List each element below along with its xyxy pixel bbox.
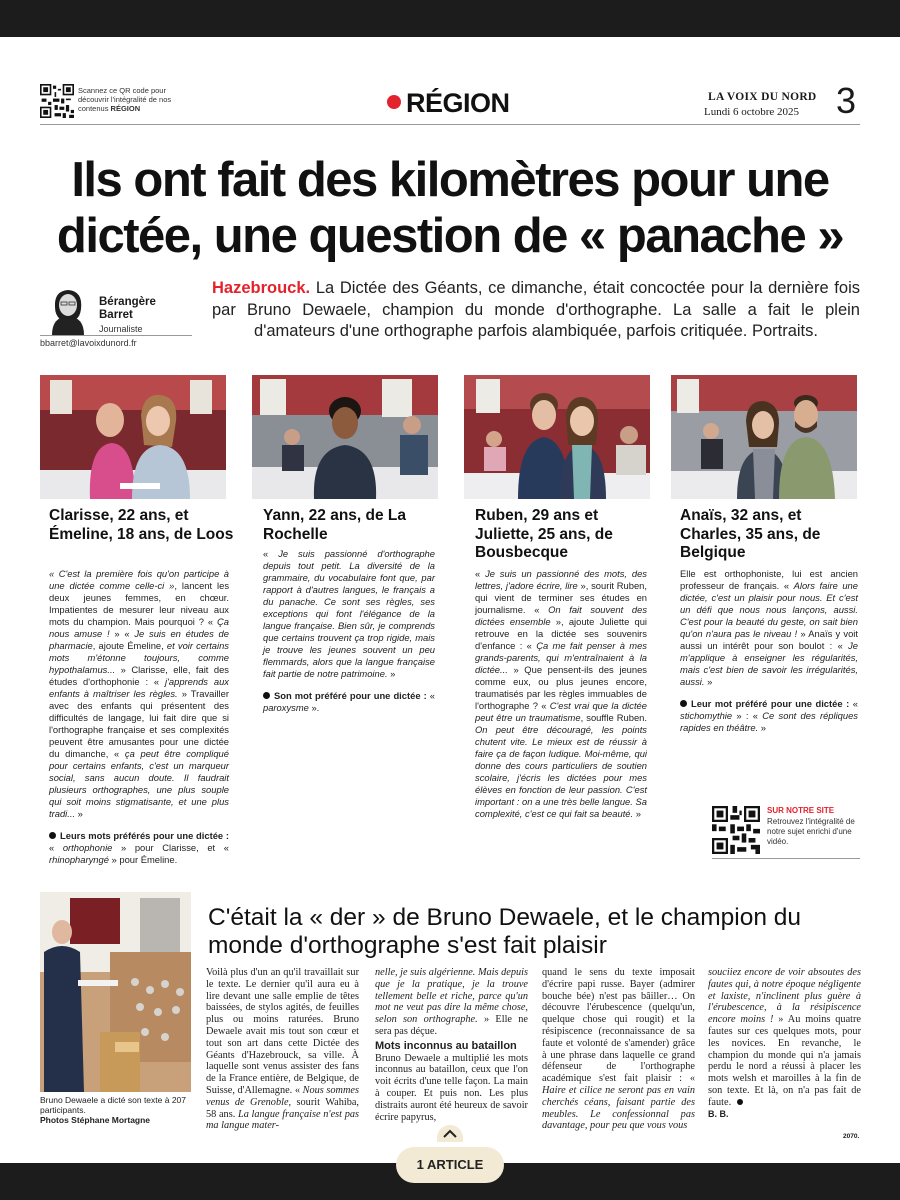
- section-dot-icon: [387, 95, 401, 109]
- author-last-name: Barret: [99, 309, 133, 321]
- headline: Ils ont fait des kilomètres pour une dictée, une question de « panache »: [56, 153, 844, 263]
- italic-quote: ça peut être compliqué pour certains enfants, c'est un marqueur social, sans aucun doute. Il faudrait plusieurs orthographes, une plus souple qui soit moins stigmatisante, et une plus tradi...: [49, 748, 229, 819]
- article2-column-2: [375, 967, 528, 1123]
- article-count-button[interactable]: 1 ARTICLE: [396, 1147, 504, 1183]
- italic-quote: souciiez encore de voir absoutes des fautes qui, à notre époque négligente et laxiste, n'inclinent plus guère à l'érubescence, à la résipiscence encore moins !: [708, 967, 861, 1026]
- author-first-name: Bérangère: [99, 296, 156, 308]
- author-name: [99, 296, 156, 322]
- portrait-text-4: [680, 568, 858, 734]
- text-run: , ajoute Émeline,: [92, 640, 167, 651]
- text-run: », sourit Ruben, qui vient de terminer ses études en journalisme. «: [475, 580, 647, 615]
- italic-quote: orthophonie: [62, 842, 113, 853]
- text-run: «: [263, 548, 279, 559]
- text-run: , sourit Wahiba, 58 ans.: [206, 1096, 359, 1120]
- section-label: RÉGION: [406, 88, 510, 118]
- text-run: »: [633, 808, 641, 819]
- portrait-photo-1[interactable]: [40, 375, 226, 499]
- italic-quote: Alors faire une dictée, c'est un plaisir pour nous. Et c'est un défi que nous nous lançons, aussi. C'est pour la beauté du geste, on sait bien qu'on n'aura pas le niveau !: [680, 580, 858, 639]
- italic-quote: Ça nous amuse !: [49, 616, 229, 639]
- text-run: » pour Clarisse, et «: [112, 842, 229, 853]
- article2-signature: B. B.: [708, 1108, 729, 1119]
- portrait-photo-4[interactable]: [671, 375, 857, 499]
- italic-quote: nelle, je suis algérienne. Mais depuis que je la pratique, je la trouve tellement belle et riche, parce qu'un mot ne veut pas dire la même chose, selon son orthographe.: [375, 967, 528, 1026]
- text-run: » Au moins quatre fautes sur ces quelques mots, pour les novices. En revanche, le champion du monde qui n'a jamais perdu le nord a réussi à placer les mots welsh et maroilles à la fin de son texte. Et là, on n'a pas fait de faute.: [708, 1014, 861, 1108]
- site-promo-divider: [712, 858, 860, 859]
- portrait-photo-3[interactable]: [464, 375, 650, 499]
- article2-subhead: Mots inconnus au bataillon: [375, 1039, 517, 1052]
- portrait-photo-2[interactable]: [252, 375, 438, 499]
- portrait-text-1: [49, 568, 229, 866]
- text-run: » Anaïs y voit aussi un intérêt pour son boulot : «: [680, 628, 858, 651]
- caption-text: Bruno Dewaele a dicté son texte à 207 participants.: [40, 1095, 187, 1115]
- author-email[interactable]: bbarret@lavoixdunord.fr: [40, 338, 137, 348]
- text-run: quand le sens du texte imposait d'écrire papi russe. Bayer (admirer bouche bée) n'est pas bâiller… On découvre l'érubescence (quelqu'un, quelque chose qui rougit) et la résipiscence (reconnaissance de sa faute et volonté de s'amender) grâce à une phrase dans laquelle ce grand défenseur de l'orthographe académique s'est fait plaisir : «: [542, 967, 695, 1085]
- qr-caption-strong: RÉGION: [110, 104, 141, 113]
- portrait-body-4: [680, 568, 858, 688]
- text-run: » Travailler avec des enfants qui présentent des difficultés de langage, lui fait dire que si l'orthographe française et ses complexités peuvent être amusantes pour une dictée du dimanche, «: [49, 688, 229, 759]
- favorite-label-4: Leur mot préféré pour une dictée :: [691, 698, 850, 709]
- italic-quote: Je suis en études de pharmacie: [49, 628, 229, 651]
- italic-quote: On fait souvent des dictées ensemble: [475, 604, 648, 627]
- favorite-label-1: Leurs mots préférés pour une dictée :: [60, 830, 229, 841]
- qr-caption-text: Scannez ce QR code pour découvrir l'intégralité de nos contenus: [78, 86, 172, 113]
- intro-text: La Dictée des Géants, ce dimanche, était concoctée pour la dernière fois par Bruno Dewaele, champion du monde d'orthographe. La salle a fait le plein d'amateurs d'une orthographe parfois alambiquée, parfois critiquée. Portraits.: [212, 279, 860, 340]
- text-run: » : «: [732, 710, 763, 721]
- text-run: » Elle ne sera pas déçue.: [375, 1014, 529, 1037]
- text-run: Voilà plus d'un an qu'il travaillait sur le texte. Le dernier qu'il aura eu à lire devant une salle emplie de têtes baissées, de stylos agités, de feuilles plus ou moins raturées. Bruno Dewaele avait mis tout son cœur et tout son art dans cette Dictée des Géants d'Hazebrouck, sa ville. À laquelle sont venus assister des fans de la France entière, de Belgique, de Suisse, d'Allemagne. «: [206, 967, 359, 1096]
- italic-quote: Je suis passionné d'orthographe depuis tout petit. La diversité de la grammaire, du vocabulaire font que, par rapport à d'autres langues, le français a du panache. Ce sont ses règles, ses exceptions qui font l'élégance de la langue française. Bien sûr, je comprends que certains trouvent ça trop rigide, mais je trouve les jeunes souvent un peu flemmards, alors que la langue française fait partie de notre patrimoine.: [263, 548, 435, 679]
- portrait-body-1: [49, 568, 229, 820]
- top-bar: [0, 0, 900, 37]
- italic-quote: Je suis un passionné des mots, des lettres, j'adore écrire, lire: [475, 568, 647, 591]
- site-qr-code[interactable]: [712, 806, 760, 854]
- page-number: 3: [836, 80, 857, 121]
- text-run: «: [426, 690, 435, 701]
- text-run: »: [387, 668, 396, 679]
- bullet-icon: [263, 692, 270, 699]
- italic-quote: Ça me fait penser à mes grands-parents, qui m'entraînaient à la dictée...: [475, 640, 647, 675]
- article2-photo[interactable]: [40, 892, 191, 1092]
- portrait-favorite-1: [49, 830, 229, 866]
- text-run: »: [75, 808, 83, 819]
- article2-column-4: [708, 967, 861, 1120]
- article2-column-1: [206, 967, 359, 1132]
- portrait-favorite-2: [263, 690, 435, 714]
- favorite-label-2: Son mot préféré pour une dictée :: [274, 690, 427, 701]
- article2-caption: [40, 1095, 200, 1125]
- text-run: » pour Émeline.: [108, 854, 178, 865]
- portrait-body-3: [475, 568, 647, 820]
- issue-date: Lundi 6 octobre 2025: [704, 106, 800, 118]
- italic-quote: et voir certains mots m'étonne toujours, comme hypothalamus...: [49, 640, 229, 675]
- italic-quote: « C'est la première fois qu'on participe à une dictée comme celle-ci »: [49, 568, 229, 591]
- site-promo-title[interactable]: SUR NOTRE SITE: [767, 806, 835, 815]
- column-4-text: [708, 967, 861, 1108]
- portrait-favorite-4: [680, 698, 858, 734]
- text-run: » Que pensent-ils des jeunes comme eux, ou plus jeunes encore, traumatisés par les règles immuables de l'orthographe ? «: [475, 664, 647, 711]
- italic-quote: On peut être découragé, les points chutent vite. Le mieux est de réussir à faire ça de façon ludique. Moi-même, qui donne des cours particuliers de soutien scolaire, j'écris les dictées pour mes élèves en fonction de leur passion. C'est important : on a une très belle langue. Sa complexité, c'est ce qui fait sa beauté.: [475, 724, 647, 819]
- portrait-name-2: Yann, 22 ans, de La Rochelle: [263, 507, 407, 543]
- article2-column-3: [542, 967, 695, 1132]
- photo-credit: Photos Stéphane Mortagne: [40, 1115, 151, 1125]
- portrait-name-3: Ruben, 29 ans et Juliette, 25 ans, de Bousbecque: [475, 507, 613, 561]
- text-run: , lancent les deux jeunes femmes, en chœur. Impatientes de mesurer leur niveau aux mots du champion. Mais pourquoi ? «: [49, 580, 230, 627]
- article-intro: [212, 278, 860, 343]
- italic-quote: Nous sommes venus de Grenoble: [206, 1084, 359, 1108]
- italic-quote: j'apprends aux enfants à maîtriser les règles.: [49, 676, 229, 699]
- text-run: «: [49, 842, 63, 853]
- text-run: «: [475, 568, 486, 579]
- text-run: , souffle Ruben.: [580, 712, 647, 723]
- text-run: » Clarisse, elle, fait des études d'orthophonie : «: [49, 664, 229, 687]
- italic-quote: Je m'applique à enseigner les régularités, mais c'est bien de savoir les irrégularités, aussi.: [680, 640, 858, 687]
- portrait-text-2: [263, 548, 435, 714]
- italic-quote: Haire et cilice ne seront pas en vain cherchés céans, faisant partie des meubles. Le confessionnal pas davantage, pour peu que vous vous: [542, 1084, 695, 1132]
- author-divider: [40, 335, 192, 336]
- author-photo: [42, 285, 94, 335]
- article2-title: C'était la « der » de Bruno Dewaele, et le champion du monde d'orthographe s'est fait plaisir: [208, 904, 802, 959]
- text-run: «: [849, 698, 858, 709]
- text-run: » «: [109, 628, 135, 639]
- author-role: Journaliste: [99, 324, 143, 334]
- column-2-text: [375, 967, 528, 1037]
- header-qr-caption: [78, 86, 190, 113]
- expand-chevron-up-icon[interactable]: [437, 1125, 463, 1142]
- text-run: »: [758, 722, 767, 733]
- column-1-text: [206, 967, 359, 1131]
- header-qr-code[interactable]: [40, 84, 74, 118]
- portrait-body-2: [263, 548, 435, 680]
- text-run: Elle est orthophoniste, lui est ancien professeur de français. «: [680, 568, 858, 591]
- text-run: ».: [308, 702, 320, 713]
- italic-quote: Ce sont des répliques rapides en théâtre.: [680, 710, 858, 733]
- end-mark-icon: [737, 1099, 743, 1105]
- section-title: [387, 88, 510, 119]
- site-promo-text: Retrouvez l'intégralité de notre sujet enrichi d'une vidéo.: [767, 817, 855, 846]
- italic-quote: La langue française n'est pas ma langue mater-: [206, 1108, 359, 1132]
- text-run: », ajoute Juliette qui retrouve en la dictée ses souvenirs d'enfance : «: [475, 616, 647, 651]
- intro-place: Hazebrouck.: [212, 279, 311, 297]
- bullet-icon: [49, 832, 56, 839]
- column-2-text-after: Bruno Dewaele a multiplié les mots inconnus au bataillon, ceux que l'on voit écrits d'une telle façon. La main à couper. Et puis non. Les plus distraits auront été heureux de savoir écrire papyrus,: [375, 1052, 528, 1123]
- newspaper-name: LA VOIX DU NORD: [708, 91, 817, 103]
- header-divider: [40, 124, 860, 125]
- portrait-name-4: Anaïs, 32 ans, et Charles, 35 ans, de Belgique: [680, 507, 821, 561]
- favorite-words-1: [49, 842, 229, 865]
- italic-quote: C'est vrai que la dictée peut être un traumatisme: [475, 700, 647, 723]
- text-run: »: [704, 676, 713, 687]
- column-3-text: [542, 967, 695, 1131]
- portrait-text-3: [475, 568, 647, 820]
- portrait-name-1: Clarisse, 22 ans, et Émeline, 18 ans, de Loos: [49, 507, 234, 543]
- bullet-icon: [680, 700, 687, 707]
- italic-quote: stichomythie: [680, 710, 733, 721]
- article-code: 2070.: [843, 1133, 860, 1140]
- italic-quote: rhinopharyngé: [49, 854, 109, 865]
- italic-quote: paroxysme: [263, 702, 309, 713]
